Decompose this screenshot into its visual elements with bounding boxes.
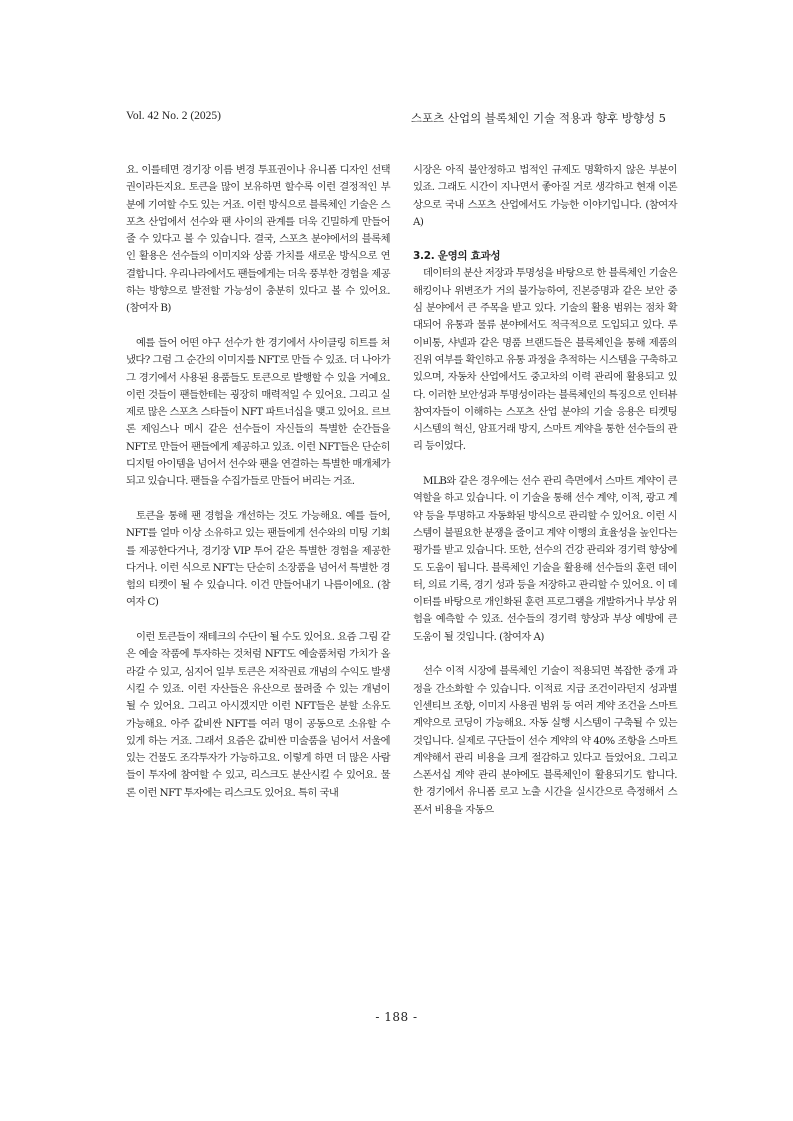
page-number: - 188 -	[375, 1010, 418, 1024]
left-column	[126, 162, 390, 802]
right-column	[413, 162, 677, 819]
paragraph-left-2: 예를 들어 어떤 야구 선수가 한 경기에서 사이클링 히트를 쳐냈다? 그럼 그 순간의 이미지를 NFT로 만들 수 있죠. 더 나아가 그 경기에서 사용된 용품들도 토큰으로 발행할 수 있을 거예요. 이런 것들이 팬들한테는 굉장히 매력적일 수 있어요. 그리고 실제로 많은 스포츠 스타들이 NFT 파트너십을 맺고 있어요. 르브론 제임스나 메시 같은 선수들이 자신들의 특별한 순간들을 NFT로 만들어 팬들에게 제공하고 있죠. 이런 NFT들은 단순히 디지털 아이템을 넘어서 선수와 팬을 연결하는 특별한 매개체가 되고 있습니다. 팬들을 수집가들로 만들어 버리는 거죠.	[126, 336, 390, 488]
running-title: 스포츠 산업의 블록체인 기술 적용과 향후 방향성 5	[410, 111, 666, 125]
paragraph-right-1: 시장은 아직 불안정하고 법적인 규제도 명확하지 않은 부분이 있죠. 그래도 시간이 지나면서 좋아질 거로 생각하고 현재 이론상으로 국내 스포츠 산업에서도 가능한 이야기입니다. (참여자 A)	[413, 164, 677, 228]
paragraph-left-3: 토큰을 통해 팬 경험을 개선하는 것도 가능해요. 예를 들어, NFT를 얼마 이상 소유하고 있는 팬들에게 선수와의 미팅 기회를 제공한다거나, 경기장 VIP 투어 같은 특별한 경험을 제공한다거나. 이런 식으로 NFT는 단순히 소장품을 넘어서 특별한 경험의 티켓이 될 수 있습니다. 이건 만들어내기 나름이에요. (참여자 C)	[126, 509, 390, 609]
paragraph-right-2: 데이터의 분산 저장과 투명성을 바탕으로 한 블록체인 기술은 해킹이나 위변조가 거의 불가능하여, 진본증명과 같은 보안 중심 분야에서 큰 주목을 받고 있다. 기술의 활용 범위는 점차 확대되어 유통과 물류 분야에서도 적극적으로 도입되고 있다. 루이비통, 샤넬과 같은 명품 브랜드들은 블록체인을 통해 제품의 진위 여부를 확인하고 유통 과정을 추적하는 시스템을 구축하고 있으며, 자동차 산업에서도 중고차의 이력 관리에 활용되고 있다. 이러한 보안성과 투명성이라는 블록체인의 특징으로 인터뷰 참여자들이 이해하는 스포츠 산업 분야의 기술 응용은 티켓팅 시스템의 혁신, 암표거래 방지, 스마트 계약을 통한 선수들의 관리 등이었다.	[413, 267, 677, 453]
section-heading: 3.2. 운영의 효과성	[413, 250, 501, 263]
journal-volume: Vol. 42 No. 2 (2025)	[126, 110, 221, 122]
paragraph-left-4: 이런 토큰들이 재테크의 수단이 될 수도 있어요. 요즘 그림 같은 예술 작품에 투자하는 것처럼 NFT도 예술품처럼 가치가 올라갈 수 있고, 심지어 일부 토큰은 저작권료 개념의 수익도 발생시킬 수 있죠. 이런 자산들은 유산으로 물려줄 수 있는 개념이 될 수 있어요. 그리고 아시겠지만 이런 NFT들은 분할 소유도 가능해요. 아주 값비싼 NFT를 여러 명이 공동으로 소유할 수 있게 하는 거죠. 그래서 요즘은 값비싼 미술품을 넘어서 서울에 있는 건물도 조각투자가 가능하고요. 이렇게 하면 더 많은 사람들이 투자에 참여할 수 있고, 리스크도 분산시킬 수 있어요. 물론 이런 NFT 투자에는 리스크도 있어요. 특히 국내	[126, 631, 390, 799]
paragraph-right-3: MLB와 같은 경우에는 선수 관리 측면에서 스마트 계약이 큰 역할을 하고 있습니다. 이 기술을 통해 선수 계약, 이적, 광고 계약 등을 투명하고 자동화된 방식으로 관리할 수 있어요. 이런 시스템이 불필요한 분쟁을 줄이고 계약 이행의 효율성을 높인다는 평가를 받고 있습니다. 또한, 선수의 건강 관리와 경기력 향상에도 도움이 됩니다. 블록체인 기술을 활용해 선수들의 훈련 데이터, 의료 기록, 경기 성과 등을 저장하고 관리할 수 있어요. 이 데이터를 바탕으로 개인화된 훈련 프로그램을 개발하거나 부상 위험을 예측할 수 있죠. 선수들의 경기력 향상과 부상 예방에 큰 도움이 될 것입니다. (참여자 A)	[413, 475, 677, 643]
paragraph-left-1: 요. 이를테면 경기장 이름 변경 투표권이나 유니폼 디자인 선택권이라든지요. 토큰을 많이 보유하면 할수록 이런 결정적인 부분에 기여할 수도 있는 거죠. 이런 방식으로 블록체인 기술은 스포츠 산업에서 선수와 팬 사이의 관계를 더욱 긴밀하게 만들어 줄 수 있다고 볼 수 있습니다. 결국, 스포츠 분야에서의 블록체인 활용은 선수들의 이미지와 상품 가치를 새로운 방식으로 연결합니다. 우리나라에서도 팬들에게는 더욱 풍부한 경험을 제공하는 방향으로 발전할 가능성이 충분히 있다고 볼 수 있어요. (참여자 B)	[126, 164, 390, 315]
paragraph-right-4: 선수 이적 시장에 블록체인 기술이 적용되면 복잡한 중개 과정을 간소화할 수 있습니다. 이적료 지급 조건이라던지 성과별 인센티브 조항, 이미지 사용권 범위 등 여러 계약 조건을 스마트 계약으로 코딩이 가능해요. 자동 실행 시스템이 구축될 수 있는 것입니다. 실제로 구단들이 선수 계약의 약 40% 조항을 스마트 계약해서 관리 비용을 크게 절감하고 있다고 들었어요. 그리고 스폰서십 계약 관리 분야에도 블록체인이 활용되기도 합니다. 한 경기에서 유니폼 로고 노출 시간을 실시간으로 측정해서 스폰서 비용을 자동으	[413, 665, 677, 816]
